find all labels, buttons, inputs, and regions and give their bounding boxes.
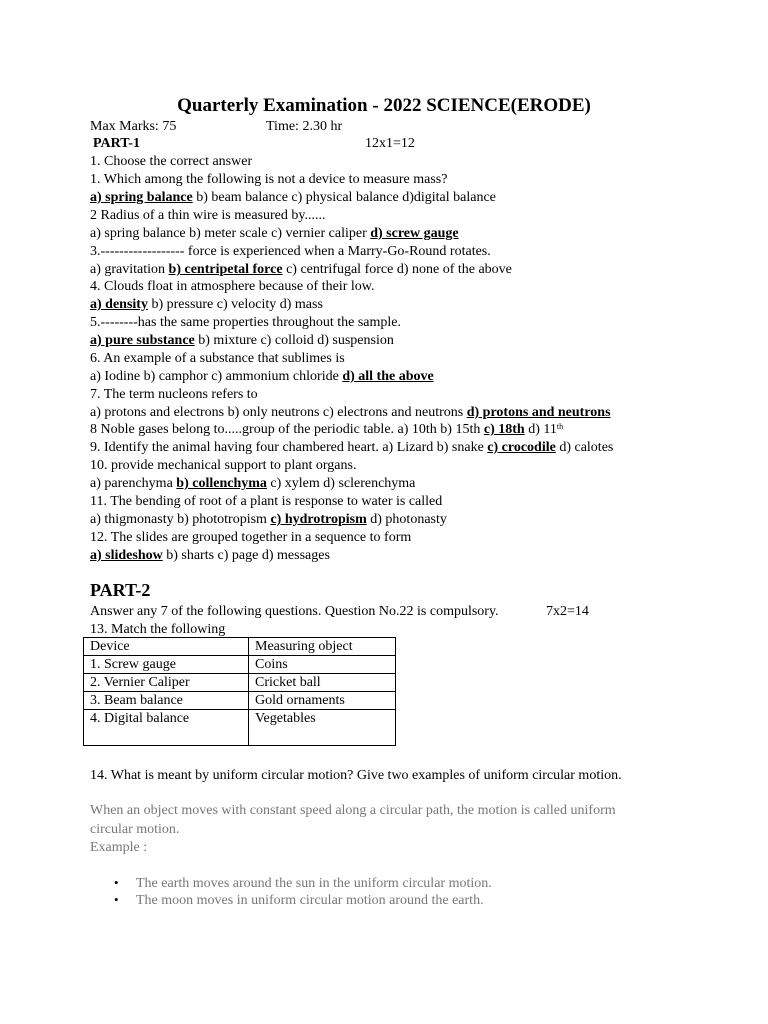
- exam-title: Quarterly Examination - 2022 SCIENCE(ERODE): [177, 95, 591, 116]
- exam-time: Time: 2.30 hr: [266, 119, 343, 134]
- part1-header: [90, 135, 415, 152]
- q10-answer: b) collenchyma: [176, 476, 267, 491]
- header-info-line: [90, 118, 343, 135]
- q6-text: 6. An example of a substance that sublimes is: [90, 351, 345, 366]
- q4-text: 4. Clouds float in atmosphere because of their low.: [90, 279, 375, 294]
- q6-options: [90, 368, 434, 385]
- table-row: [84, 656, 396, 674]
- q5-options: [90, 332, 394, 349]
- q1-answer: a) spring balance: [90, 190, 193, 205]
- q12-options: [90, 547, 330, 564]
- part2-instruction-line: [90, 603, 589, 620]
- q4-rest: b) pressure c) velocity d) mass: [147, 297, 323, 312]
- table-cell: 2. Vernier Caliper: [84, 674, 249, 692]
- q2-text: 2 Radius of a thin wire is measured by......: [90, 208, 326, 223]
- part1-heading: PART-1: [93, 136, 140, 151]
- section1-instruction: 1. Choose the correct answer: [90, 154, 253, 169]
- q7-answer: d) protons and neutrons: [466, 405, 611, 420]
- q3-pre: a) gravitation: [90, 262, 169, 277]
- q14-example-label: Example :: [90, 840, 148, 855]
- q2-answer: d) screw gauge: [370, 226, 459, 241]
- table-header-cell: Measuring object: [249, 638, 396, 656]
- q7-pre: a) protons and electrons b) only neutrons c) electrons and neutrons: [90, 405, 467, 420]
- q8-pre: 8 Noble gases belong to.....group of the periodic table. a) 10th b) 15th: [90, 422, 484, 437]
- q10-rest: c) xylem d) sclerenchyma: [266, 476, 416, 491]
- table-header-cell: Device: [84, 638, 249, 656]
- part2-marks: 7x2=14: [546, 604, 589, 619]
- part2-instruction: Answer any 7 of the following questions. Question No.22 is compulsory.: [90, 604, 499, 619]
- q7-options: [90, 404, 611, 421]
- q3-rest: c) centrifugal force d) none of the above: [282, 262, 512, 277]
- q1-rest: b) beam balance c) physical balance d)digital balance: [192, 190, 496, 205]
- q14-bullet-2: The moon moves in uniform circular motion around the earth.: [136, 893, 484, 908]
- q5-rest: b) mixture c) colloid d) suspension: [194, 333, 394, 348]
- q8-rest: d) 11: [524, 422, 557, 437]
- table-cell: Coins: [249, 656, 396, 674]
- q12-rest: b) sharts c) page d) messages: [162, 548, 330, 563]
- q14-bullet-1: The earth moves around the sun in the uniform circular motion.: [136, 876, 492, 891]
- q7-text: 7. The term nucleons refers to: [90, 387, 258, 402]
- q8-line: [90, 421, 563, 438]
- q5-answer: a) pure substance: [90, 333, 195, 348]
- q11-rest: d) photonasty: [366, 512, 447, 527]
- q3-answer: b) centripetal force: [168, 262, 283, 277]
- q2-pre: a) spring balance b) meter scale c) vernier caliper: [90, 226, 371, 241]
- table-row: [84, 710, 396, 746]
- q11-answer: c) hydrotropism: [270, 512, 367, 527]
- q8-answer: c) 18th: [483, 422, 525, 437]
- q5-text: 5.--------has the same properties throughout the sample.: [90, 315, 402, 330]
- q12-text: 12. The slides are grouped together in a sequence to form: [90, 530, 412, 545]
- q14-answer-line2: circular motion.: [90, 822, 180, 837]
- q1-options: [90, 189, 496, 206]
- q6-answer: d) all the above: [342, 369, 434, 384]
- table-cell: 3. Beam balance: [84, 692, 249, 710]
- q11-pre: a) thigmonasty b) phototropism: [90, 512, 271, 527]
- q11-options: [90, 511, 447, 528]
- table-row: [84, 692, 396, 710]
- bullet-icon: •: [114, 892, 119, 907]
- q14-answer-line1: When an object moves with constant speed along a circular path, the motion is called uniform: [90, 803, 616, 818]
- q4-options: [90, 296, 323, 313]
- part1-marks: 12x1=12: [365, 136, 415, 151]
- table-cell: 1. Screw gauge: [84, 656, 249, 674]
- bullet-icon: •: [114, 875, 119, 890]
- q10-text: 10. provide mechanical support to plant organs.: [90, 458, 357, 473]
- q11-text: 11. The bending of root of a plant is response to water is called: [90, 494, 443, 509]
- q13-text: 13. Match the following: [90, 622, 226, 637]
- table-cell: Vegetables: [249, 710, 396, 746]
- table-cell: Gold ornaments: [249, 692, 396, 710]
- q10-options: [90, 475, 415, 492]
- table-row: [84, 674, 396, 692]
- q9-answer: c) crocodile: [487, 440, 556, 455]
- q2-options: [90, 225, 459, 242]
- q1-text: 1. Which among the following is not a device to measure mass?: [90, 172, 448, 187]
- table-header-row: [84, 638, 396, 656]
- q9-rest: d) calotes: [555, 440, 614, 455]
- q12-answer: a) slideshow: [90, 548, 163, 563]
- q6-pre: a) Iodine b) camphor c) ammonium chloride: [90, 369, 343, 384]
- q10-pre: a) parenchyma: [90, 476, 177, 491]
- max-marks: Max Marks: 75: [90, 119, 177, 134]
- q9-line: [90, 439, 613, 456]
- table-cell: Cricket ball: [249, 674, 396, 692]
- q8-superscript: th: [556, 422, 564, 431]
- q3-text: 3.------------------ force is experienced when a Marry-Go-Round rotates.: [90, 244, 491, 259]
- part2-heading: PART-2: [90, 580, 151, 600]
- q14-text: 14. What is meant by uniform circular motion? Give two examples of uniform circular motion.: [90, 768, 622, 783]
- q3-options: [90, 261, 512, 278]
- table-cell: 4. Digital balance: [84, 710, 249, 746]
- match-table: [83, 637, 396, 746]
- q4-answer: a) density: [90, 297, 148, 312]
- q9-pre: 9. Identify the animal having four chambered heart. a) Lizard b) snake: [90, 440, 488, 455]
